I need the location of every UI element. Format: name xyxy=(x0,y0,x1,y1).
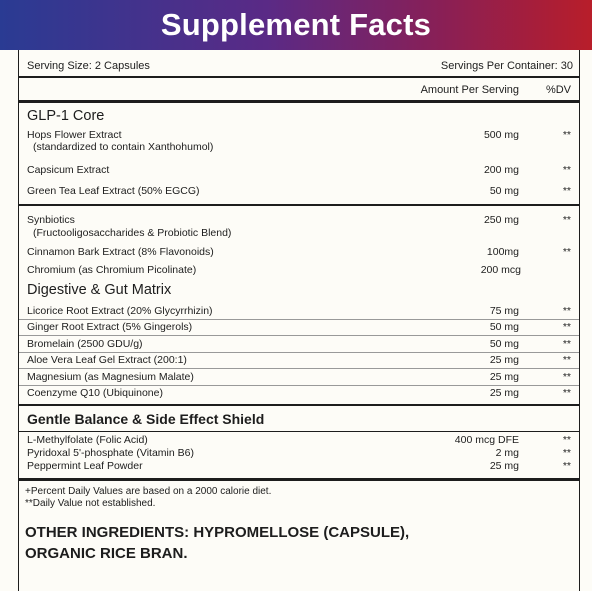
ingredient-amount: 25 mg xyxy=(489,460,519,472)
ingredient-dv: ** xyxy=(562,305,571,317)
footnote-dv: +Percent Daily Values are based on a 2000 calorie diet. xyxy=(25,486,272,497)
ingredient-name: Licorice Root Extract (20% Glycyrrhizin) xyxy=(27,305,213,317)
thick-divider xyxy=(19,100,579,103)
ingredient-subtext: (standardized to contain Xanthohumol) xyxy=(33,141,214,153)
servings-per-container: Servings Per Container: 30 xyxy=(440,60,573,72)
ingredient-dv: ** xyxy=(562,246,571,258)
ingredient-dv: ** xyxy=(562,129,571,141)
divider xyxy=(19,204,579,206)
ingredient-name: Chromium (as Chromium Picolinate) xyxy=(27,264,197,276)
facts-panel xyxy=(18,50,580,591)
group-title-glp1: GLP-1 Core xyxy=(27,108,105,124)
ingredient-name: Cinnamon Bark Extract (8% Flavonoids) xyxy=(27,246,214,258)
ingredient-amount: 25 mg xyxy=(489,371,519,383)
ingredient-dv: ** xyxy=(562,387,571,399)
ingredient-dv: ** xyxy=(562,185,571,197)
other-ingredients-line: ORGANIC RICE BRAN. xyxy=(25,545,188,562)
ingredient-name: Magnesium (as Magnesium Malate) xyxy=(27,371,194,383)
divider xyxy=(19,431,579,432)
ingredient-name: L-Methylfolate (Folic Acid) xyxy=(27,434,148,446)
ingredient-amount: 50 mg xyxy=(489,338,519,350)
ingredient-name: Coenzyme Q10 (Ubiquinone) xyxy=(27,387,163,399)
ingredient-name: Hops Flower Extract xyxy=(27,129,122,141)
ingredient-name: Aloe Vera Leaf Gel Extract (200:1) xyxy=(27,354,187,366)
ingredient-dv: ** xyxy=(562,214,571,226)
ingredient-name: Synbiotics xyxy=(27,214,75,226)
thin-divider xyxy=(19,385,579,386)
ingredient-dv: ** xyxy=(562,447,571,459)
ingredient-dv: ** xyxy=(562,321,571,333)
ingredient-amount: 200 mcg xyxy=(480,264,521,276)
ingredient-amount: 500 mg xyxy=(483,129,519,141)
ingredient-dv: ** xyxy=(562,434,571,446)
ingredient-amount: 25 mg xyxy=(489,387,519,399)
other-ingredients xyxy=(25,522,409,564)
ingredient-amount: 200 mg xyxy=(483,164,519,176)
ingredient-name: Ginger Root Extract (5% Gingerols) xyxy=(27,321,193,333)
ingredient-amount: 50 mg xyxy=(489,321,519,333)
ingredient-amount: 400 mcg DFE xyxy=(454,434,519,446)
divider xyxy=(19,76,579,78)
thin-divider xyxy=(19,335,579,336)
ingredient-subtext: (Fructooligosaccharides & Probiotic Blend) xyxy=(33,227,232,239)
ingredient-dv: ** xyxy=(562,460,571,472)
ingredient-dv: ** xyxy=(562,371,571,383)
dv-column-header: %DV xyxy=(545,84,571,96)
ingredient-name: Pyridoxal 5'-phosphate (Vitamin B6) xyxy=(27,447,194,459)
ingredient-amount: 50 mg xyxy=(489,185,519,197)
thin-divider xyxy=(19,368,579,369)
ingredient-name: Peppermint Leaf Powder xyxy=(27,460,143,472)
ingredient-amount: 100mg xyxy=(486,246,519,258)
title-banner xyxy=(0,0,592,50)
ingredient-name: Bromelain (2500 GDU/g) xyxy=(27,338,143,350)
ingredient-dv: ** xyxy=(562,338,571,350)
footnote-not-established: **Daily Value not established. xyxy=(25,498,156,509)
group-title-digestive: Digestive & Gut Matrix xyxy=(27,282,172,298)
ingredient-dv: ** xyxy=(562,164,571,176)
group-title-gentle: Gentle Balance & Side Effect Shield xyxy=(27,411,265,427)
divider xyxy=(19,404,579,406)
ingredient-name: Green Tea Leaf Extract (50% EGCG) xyxy=(27,185,200,197)
thick-divider xyxy=(19,478,579,481)
thin-divider xyxy=(19,352,579,353)
ingredient-amount: 25 mg xyxy=(489,354,519,366)
ingredient-name: Capsicum Extract xyxy=(27,164,110,176)
thin-divider xyxy=(19,319,579,320)
serving-size: Serving Size: 2 Capsules xyxy=(27,60,150,72)
ingredient-amount: 2 mg xyxy=(495,447,519,459)
page-title: Supplement Facts xyxy=(160,7,432,42)
amount-column-header: Amount Per Serving xyxy=(420,84,519,96)
ingredient-amount: 75 mg xyxy=(489,305,519,317)
ingredient-amount: 250 mg xyxy=(483,214,519,226)
ingredient-dv: ** xyxy=(562,354,571,366)
other-ingredients-line: OTHER INGREDIENTS: HYPROMELLOSE (CAPSULE), xyxy=(25,524,410,541)
